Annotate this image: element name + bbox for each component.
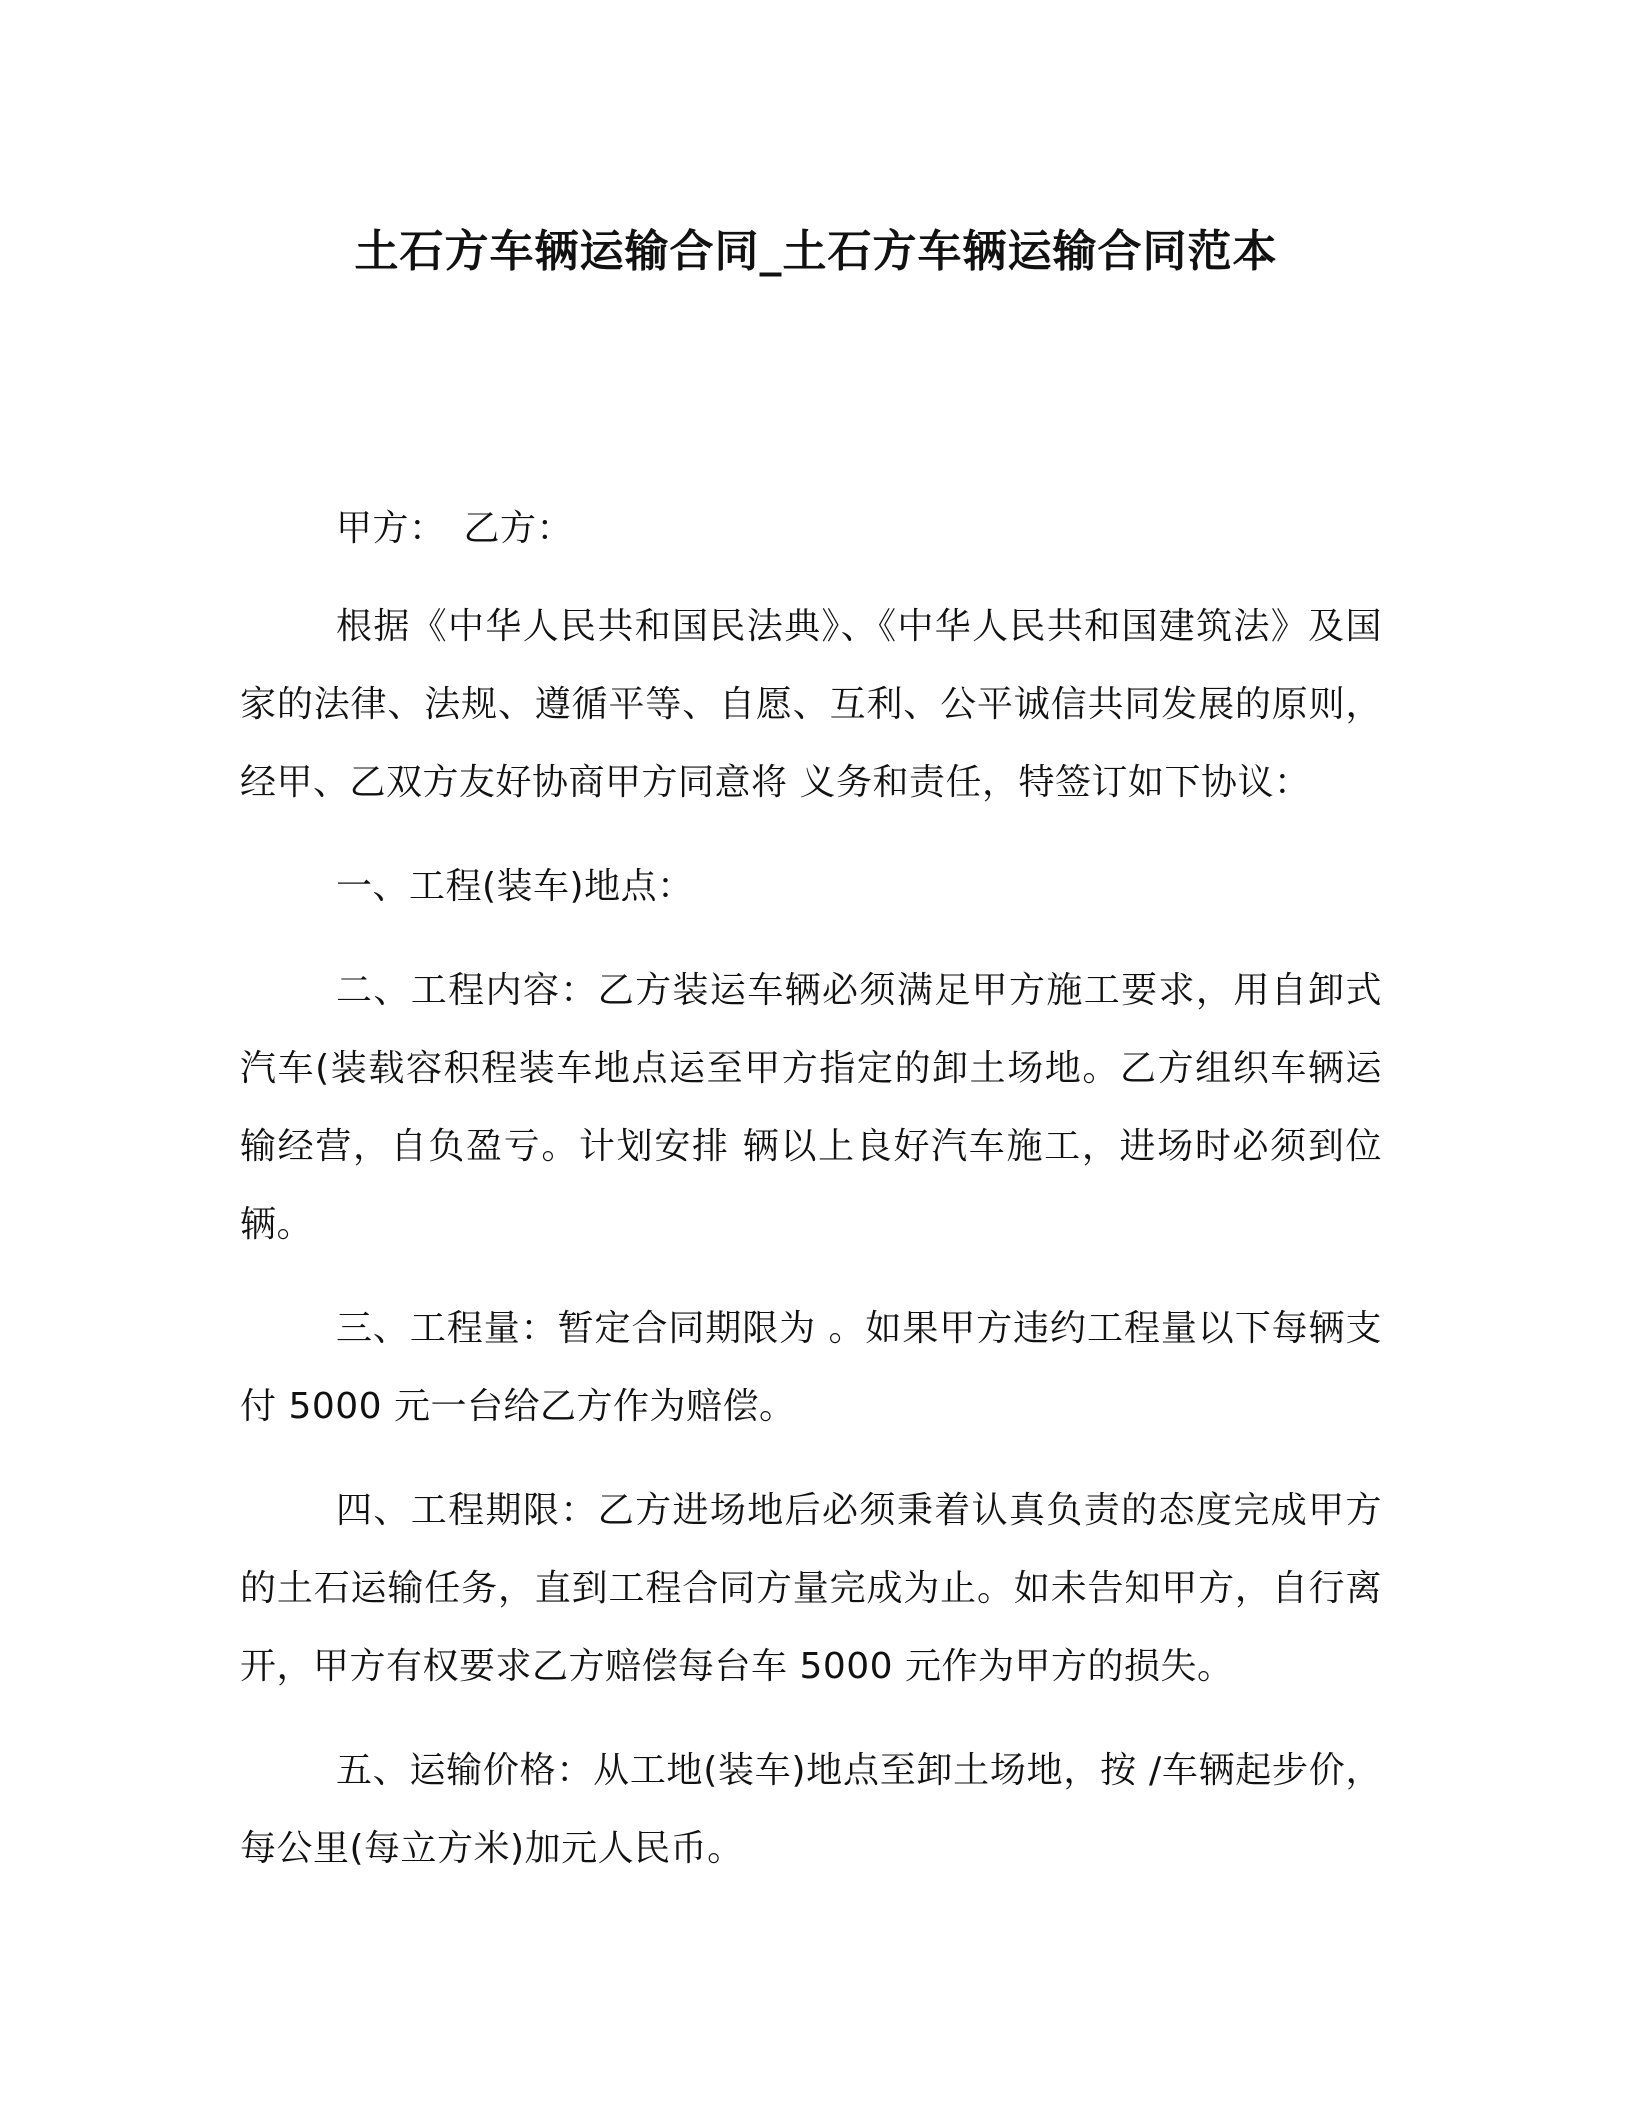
clause-3-quantity: 三、工程量：暂定合同期限为 。如果甲方违约工程量以下每辆支付 5000 元一台给乙方作为赔偿。 [240, 1308, 1382, 1427]
document-body [240, 490, 1382, 1914]
document-title: 土石方车辆运输合同_土石方车辆运输合同范本 [354, 226, 1278, 277]
clause-2-content: 二、工程内容：乙方装运车辆必须满足甲方施工要求，用自卸式汽车(装载容积程装车地点运至甲方指定的卸土场地。乙方组织车辆运输经营，自负盈亏。计划安排 辆以上良好汽车施工，进场时必须到位辆。 [240, 970, 1382, 1245]
clause-4-term: 四、工程期限：乙方进场地后必须秉着认真负责的态度完成甲方的土石运输任务，直到工程合同方量完成为止。如未告知甲方，自行离开，甲方有权要求乙方赔偿每台车 5000 元作为甲方的损失。 [240, 1490, 1382, 1687]
clause-1-location: 一、工程(装车)地点： [336, 866, 694, 907]
parties-line [240, 490, 1382, 568]
party-b-label: 乙方： [463, 508, 574, 549]
party-a-label: 甲方： [336, 508, 446, 549]
clause-5-price: 五、运输价格：从工地(装车)地点至卸土场地，按 /车辆起步价，每公里(每立方米)加元人民币。 [240, 1750, 1382, 1869]
preamble-paragraph: 根据《中华人民共和国民法典》、《中华人民共和国建筑法》及国家的法律、法规、遵循平等、自愿、互利、公平诚信共同发展的原则，经甲、乙双方友好协商甲方同意将 义务和责任，特签订如下协议： [240, 606, 1382, 803]
